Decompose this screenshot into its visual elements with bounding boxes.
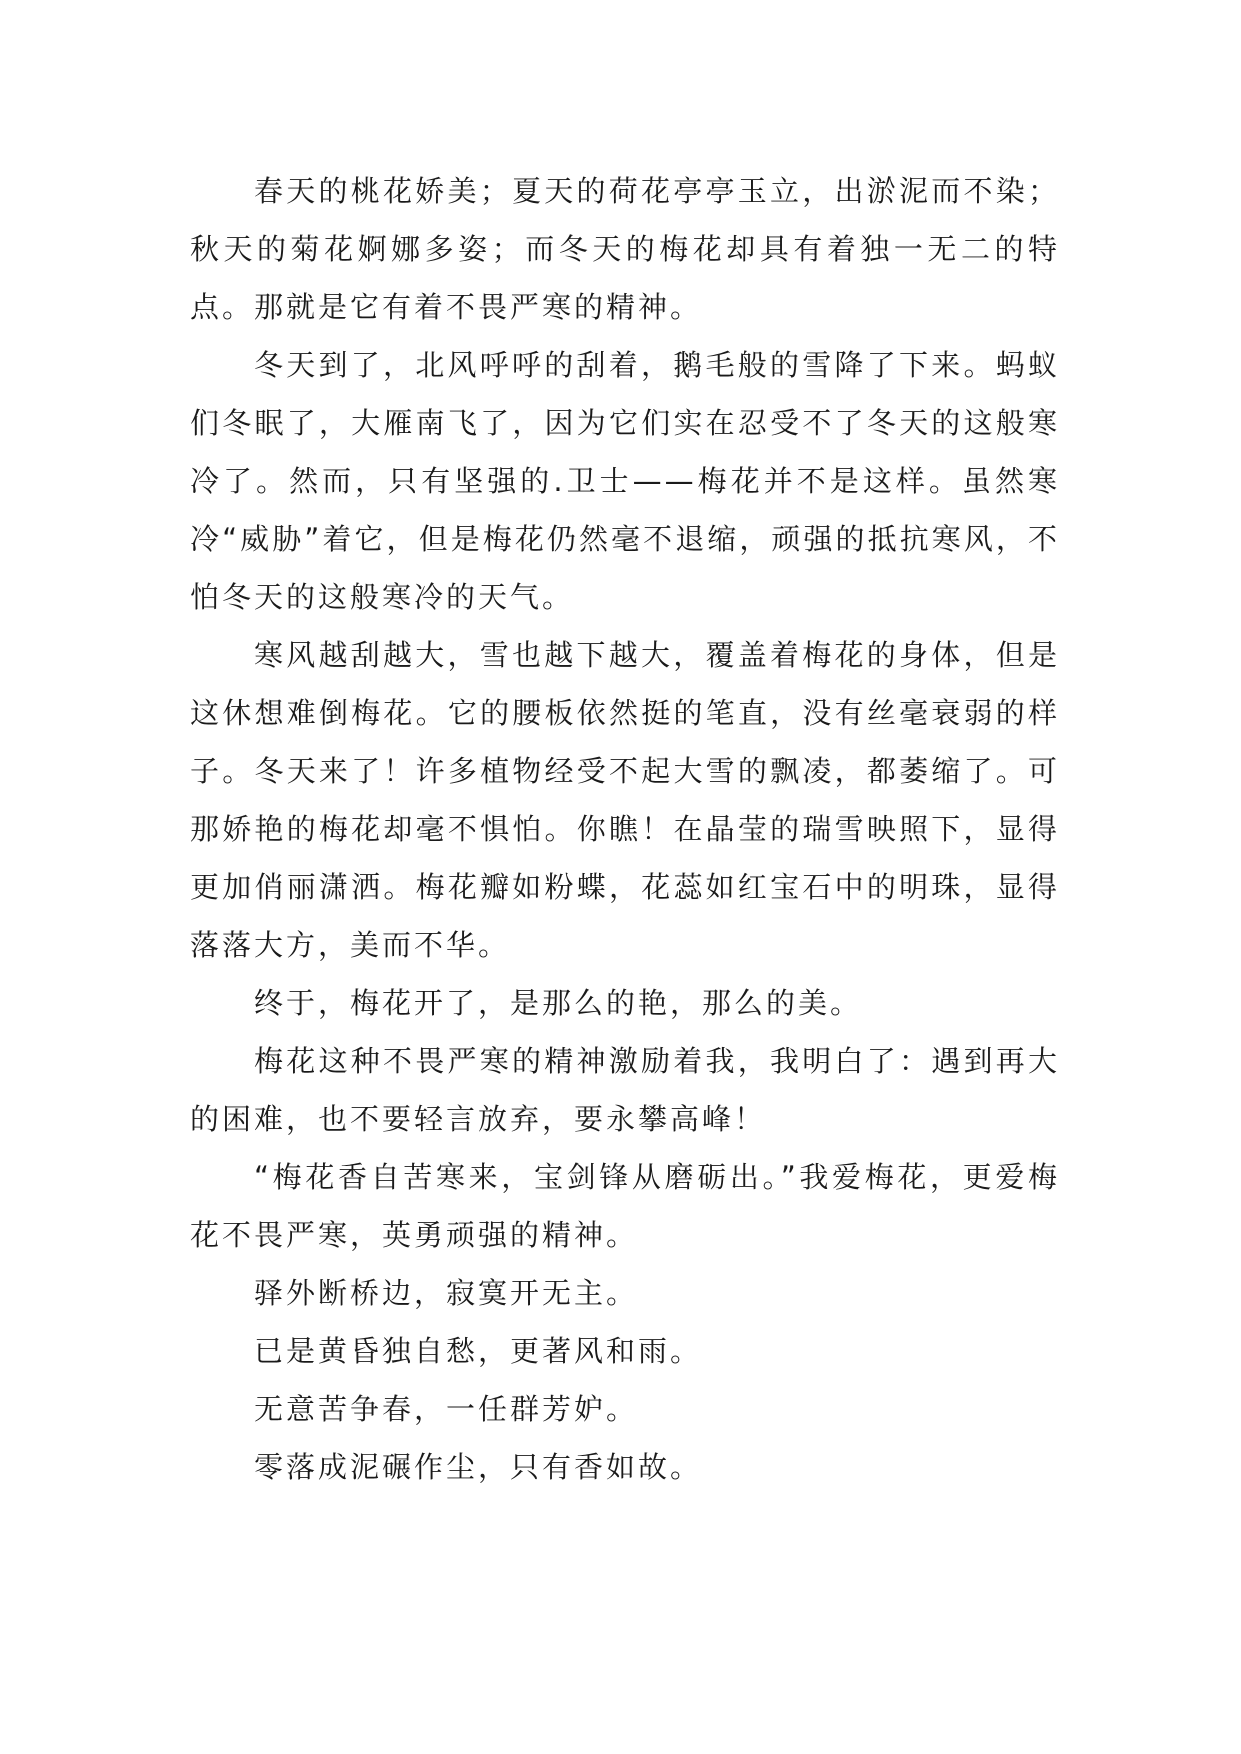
poem-line-2: 已是黄昏独自愁，更著风和雨。 — [254, 1334, 703, 1368]
paragraph-2: 冬天到了，北风呼呼的刮着，鹅毛般的雪降了下来。蚂蚁们冬眠了，大雁南飞了，因为它们实在忍受不了冬天的这般寒冷了。然而，只有坚强的.卫士——梅花并不是这样。虽然寒冷“威胁”着它，但是梅花仍然毫不退缩，顽强的抵抗寒风，不怕冬天的这般寒冷的天气。 — [190, 348, 1060, 614]
paragraph-1: 春天的桃花娇美；夏天的荷花亭亭玉立，出淤泥而不染；秋天的菊花婀娜多姿；而冬天的梅花却具有着独一无二的特点。那就是它有着不畏严寒的精神。 — [190, 174, 1060, 324]
paragraph-3: 寒风越刮越大，雪也越下越大，覆盖着梅花的身体，但是这休想难倒梅花。它的腰板依然挺的笔直，没有丝毫衰弱的样子。冬天来了！许多植物经受不起大雪的飘凌，都萎缩了。可那娇艳的梅花却毫不惧怕。你瞧！在晶莹的瑞雪映照下，显得更加俏丽潇洒。梅花瓣如粉蝶，花蕊如红宝石中的明珠，显得落落大方，美而不华。 — [190, 638, 1060, 962]
poem-line-3: 无意苦争春，一任群芳妒。 — [254, 1392, 639, 1426]
paragraph-6: “梅花香自苦寒来，宝剑锋从磨砺出。”我爱梅花，更爱梅花不畏严寒，英勇顽强的精神。 — [190, 1160, 1060, 1252]
paragraph-4: 终于，梅花开了，是那么的艳，那么的美。 — [254, 986, 863, 1020]
document-body — [190, 162, 1060, 1496]
poem-line-1: 驿外断桥边，寂寞开无主。 — [254, 1276, 639, 1310]
paragraph-5: 梅花这种不畏严寒的精神激励着我，我明白了：遇到再大的困难，也不要轻言放弃，要永攀高峰！ — [190, 1044, 1060, 1136]
poem-line-4: 零落成泥碾作尘，只有香如故。 — [254, 1450, 703, 1484]
